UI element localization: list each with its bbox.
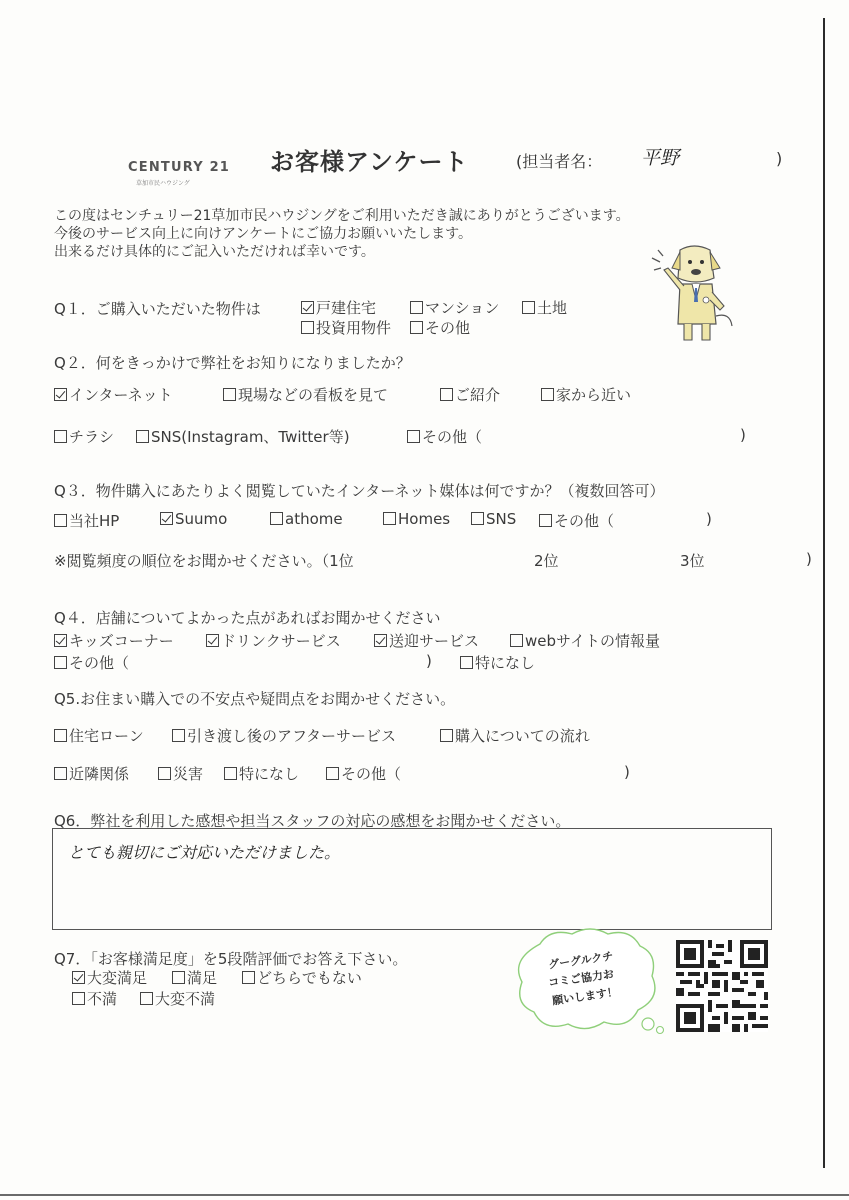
q7-option-very-satisfied[interactable]: 大変満足 <box>72 967 147 988</box>
q3-option-athome[interactable]: athome <box>270 510 343 528</box>
checkbox-icon <box>539 514 552 527</box>
q6-comment-text: とても親切にご対応いただけました。 <box>68 843 341 862</box>
q2-other-close: ) <box>740 426 746 444</box>
checkbox-checked-icon <box>206 634 219 647</box>
q1-option-mansion[interactable]: マンション <box>410 297 499 318</box>
q5-option-nothing[interactable]: 特になし <box>224 763 299 784</box>
checkbox-icon <box>223 388 236 401</box>
q1-option-detached-house[interactable]: 戸建住宅 <box>301 297 376 318</box>
checkbox-checked-icon <box>54 634 67 647</box>
q1-option-investment[interactable]: 投資用物件 <box>301 317 391 338</box>
checkbox-icon <box>172 971 185 984</box>
q3-rank-2: 2位 <box>534 552 559 570</box>
checkbox-icon <box>54 767 67 780</box>
q4-other-close: ) <box>426 652 432 670</box>
checkbox-icon <box>410 321 423 334</box>
q7-option-very-dissatisfied[interactable]: 大変不満 <box>140 988 215 1009</box>
q5-option-disaster[interactable]: 災害 <box>158 763 203 784</box>
checkbox-icon <box>326 767 339 780</box>
q7-label: Q7．「お客様満足度」を5段階評価でお答え下さい。 <box>54 950 408 968</box>
q4-option-nothing[interactable]: 特になし <box>460 652 535 673</box>
checkbox-icon <box>158 767 171 780</box>
q4-label: Q４．店舗についてよかった点があればお聞かせください <box>54 609 441 627</box>
page-title: お客様アンケート <box>270 148 469 176</box>
q3-option-other[interactable]: その他（ <box>539 510 614 531</box>
checkbox-checked-icon <box>301 301 314 314</box>
checkbox-icon <box>72 992 85 1005</box>
q1-option-land[interactable]: 土地 <box>522 297 567 318</box>
q3-rank-label: ※閲覧頻度の順位をお聞かせください。（1位 <box>54 552 354 570</box>
q3-rank-close: ) <box>806 550 812 568</box>
checkbox-icon <box>54 656 67 669</box>
q4-option-drink-service[interactable]: ドリンクサービス <box>206 630 341 651</box>
checkbox-checked-icon <box>54 388 67 401</box>
q2-option-other[interactable]: その他（ <box>407 426 482 447</box>
checkbox-icon <box>440 388 453 401</box>
q7-option-satisfied[interactable]: 満足 <box>172 967 217 988</box>
checkbox-icon <box>224 767 237 780</box>
checkbox-icon <box>460 656 473 669</box>
q4-option-other[interactable]: その他（ <box>54 652 129 673</box>
staff-name: 平野 <box>641 147 680 169</box>
q3-option-homes[interactable]: Homes <box>383 510 450 528</box>
q3-rank-3: 3位 <box>680 552 705 570</box>
q3-other-close: ) <box>706 510 712 528</box>
checkbox-icon <box>383 512 396 525</box>
page-edge-line <box>823 18 825 1168</box>
checkbox-icon <box>471 512 484 525</box>
page-bottom-line <box>0 1194 849 1196</box>
q1-label: Q１．ご購入いただいた物件は <box>54 300 261 318</box>
q2-option-near-home[interactable]: 家から近い <box>541 384 631 405</box>
q2-option-sns[interactable]: SNS(Instagram、Twitter等) <box>136 426 350 447</box>
bubble-line-2: コミご協力お <box>547 967 615 990</box>
checkbox-checked-icon <box>160 512 173 525</box>
staff-label: (担当者名： <box>516 152 603 171</box>
intro-line-2: 今後のサービス向上に向けアンケートにご協力お願いいたします。 <box>54 226 473 242</box>
checkbox-icon <box>440 729 453 742</box>
q3-option-company-hp[interactable]: 当社HP <box>54 510 119 531</box>
checkbox-icon <box>54 430 67 443</box>
q3-option-sns[interactable]: SNS <box>471 510 516 528</box>
checkbox-icon <box>522 301 535 314</box>
checkbox-icon <box>242 971 255 984</box>
checkbox-icon <box>410 301 423 314</box>
q5-option-neighbors[interactable]: 近隣関係 <box>54 763 129 784</box>
q4-option-shuttle-service[interactable]: 送迎サービス <box>374 630 479 651</box>
checkbox-icon <box>541 388 554 401</box>
q2-option-signboard[interactable]: 現場などの看板を見て <box>223 384 388 405</box>
checkbox-icon <box>54 729 67 742</box>
intro-line-3: 出来るだけ具体的にご記入いただければ幸いです。 <box>54 244 375 260</box>
q5-label: Q5.お住まい購入での不安点や疑問点をお聞かせください。 <box>54 690 456 708</box>
checkbox-checked-icon <box>72 971 85 984</box>
staff-close: ) <box>776 149 783 168</box>
q3-option-suumo[interactable]: Suumo <box>160 510 227 528</box>
checkbox-icon <box>301 321 314 334</box>
q1-option-other[interactable]: その他 <box>410 317 470 338</box>
q5-option-housing-loan[interactable]: 住宅ローン <box>54 725 144 746</box>
q3-label: Q３．物件購入にあたりよく閲覧していたインターネット媒体は何ですか？（複数回答可） <box>54 482 665 500</box>
q2-option-internet[interactable]: インターネット <box>54 384 173 405</box>
q5-option-purchase-flow[interactable]: 購入についての流れ <box>440 725 590 746</box>
q6-label: Q6．弊社を利用した感想や担当スタッフの対応の感想をお聞かせください。 <box>54 812 571 830</box>
checkbox-icon <box>54 514 67 527</box>
q7-option-neutral[interactable]: どちらでもない <box>242 967 362 988</box>
checkbox-icon <box>510 634 523 647</box>
q5-other-close: ) <box>624 763 630 781</box>
checkbox-checked-icon <box>374 634 387 647</box>
checkbox-icon <box>172 729 185 742</box>
checkbox-icon <box>407 430 420 443</box>
checkbox-icon <box>136 430 149 443</box>
q4-option-kids-corner[interactable]: キッズコーナー <box>54 630 174 651</box>
q4-option-website-info[interactable]: webサイトの情報量 <box>510 630 660 651</box>
bubble-line-1: グーグルクチ <box>547 949 615 972</box>
checkbox-icon <box>140 992 153 1005</box>
logo-text: CENTURY 21 <box>128 160 231 175</box>
qr-code-icon[interactable] <box>676 940 768 1032</box>
q7-option-dissatisfied[interactable]: 不満 <box>72 988 117 1009</box>
q5-option-after-service[interactable]: 引き渡し後のアフターサービス <box>172 725 396 746</box>
bubble-line-3: 願いします！ <box>551 985 619 1008</box>
q2-label: Q２．何をきっかけで弊社をお知りになりましたか？ <box>54 354 411 372</box>
q2-option-flyer[interactable]: チラシ <box>54 426 114 447</box>
logo-subtext: 草加市民ハウジング <box>136 180 190 187</box>
intro-line-1: この度はセンチュリー21草加市民ハウジングをご利用いただき誠にありがとうございます。 <box>54 208 630 224</box>
dog-mascot-icon <box>650 240 740 345</box>
checkbox-icon <box>270 512 283 525</box>
q2-option-referral[interactable]: ご紹介 <box>440 384 500 405</box>
q5-option-other[interactable]: その他（ <box>326 763 401 784</box>
